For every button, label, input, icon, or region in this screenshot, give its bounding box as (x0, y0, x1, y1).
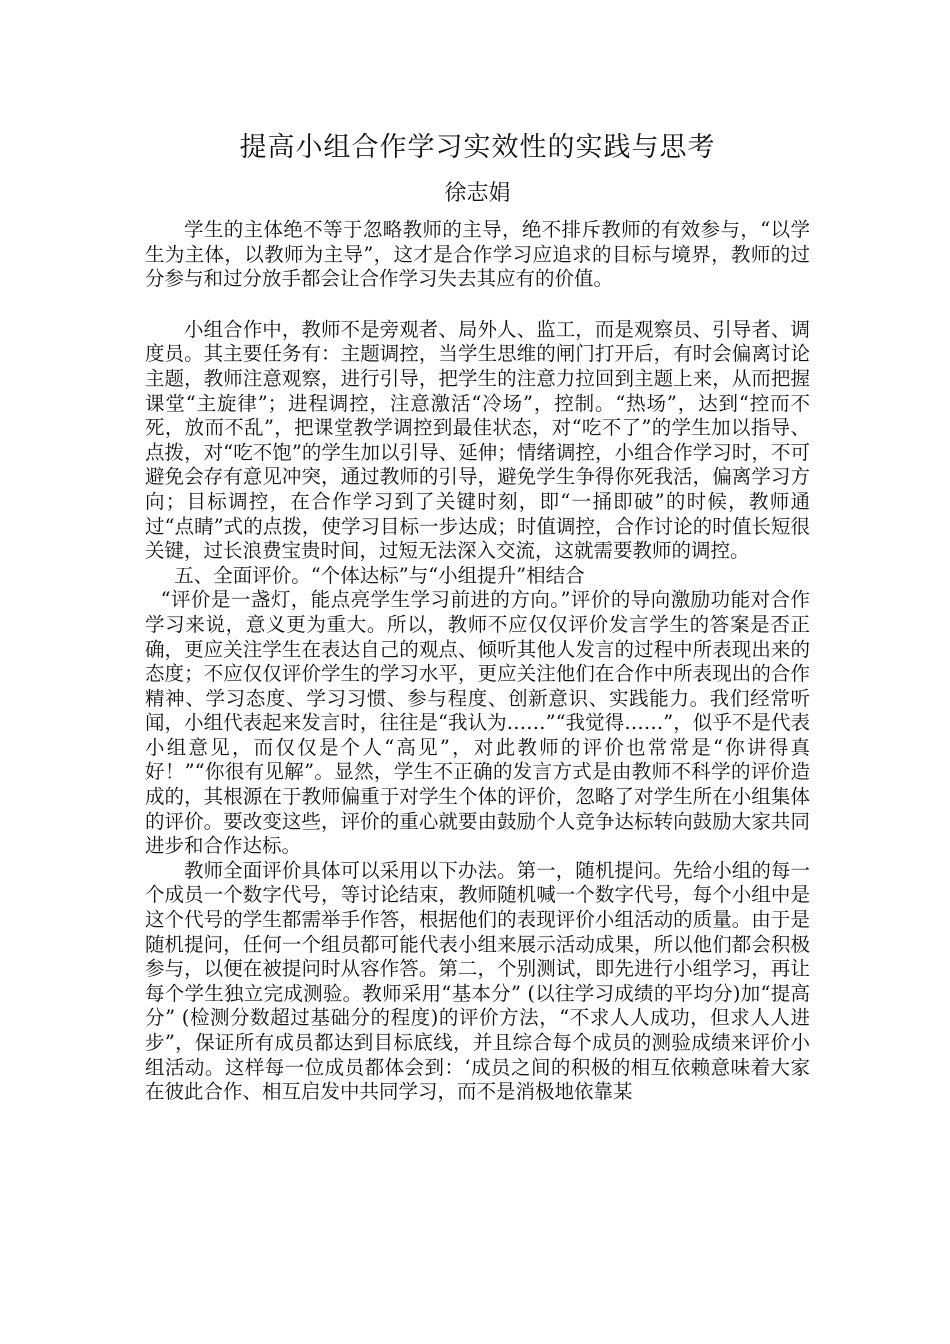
paragraph-intro: 学生的主体绝不等于忽略教师的主导，绝不排斥教师的有效参与，“以学生为主体，以教师为主导”，这才是合作学习应追求的目标与境界，教师的过分参与和过分放手都会让合作学习失去其应有的价值。 (145, 218, 810, 291)
section-heading-five: 五、全面评价。“个体达标”与“小组提升”相结合 (174, 563, 585, 587)
document-title: 提高小组合作学习实效性的实践与思考 (239, 132, 716, 163)
paragraph-evaluation-methods: 教师全面评价具体可以采用以下办法。第一，随机提问。先给小组的每一个成员一个数字代号，等讨论结束，教师随机喊一个数字代号，每个小组中是这个代号的学生都需举手作答，根据他们的表现评价小组活动的质量。由于是随机提问，任何一个组员都可能代表小组来展示活动成果，所以他们都会积极参与，以便在被提问时从容作答。第二，个别测试，即先进行小组学习，再让每个学生独立完成测验。教师采用“基本分” (以往学习成绩的平均分)加“提高分” (检测分数超过基础分的程度)的评价方法，“不求人人成功，但求人人进步”，保证所有成员都达到目标底线，并且综合每个成员的测验成绩来评价小组活动。这样每一位成员都体会到：‘成员之间的积极的相互依赖意味着大家在彼此合作、相互启发中共同学习，而不是消极地依靠某 (145, 858, 810, 1104)
paragraph-teacher-role: 小组合作中，教师不是旁观者、局外人、监工，而是观察员、引导者、调度员。其主要任务有：主题调控，当学生思维的闸门打开后，有时会偏离讨论主题，教师注意观察，进行引导，把学生的注意力拉回到主题上来，从而把握课堂“主旋律”；进程调控，注意激活“冷场”，控制。“热场”，达到“控而不死，放而不乱”，把课堂教学调控到最佳状态，对“吃不了”的学生加以指导、点拨，对“吃不饱”的学生加以引导、延伸；情绪调控，小组合作学习时，不可避免会存有意见冲突，通过教师的引导，避免学生争得你死我活，偏离学习方向；目标调控，在合作学习到了关键时刻，即“一捅即破”的时候，教师通过“点睛”式的点拨，使学习目标一步达成；时值调控，合作讨论的时值长短很关键，过长浪费宝贵时间，过短无法深入交流，这就需要教师的调控。 (145, 317, 810, 563)
paragraph-evaluation: “评价是一盏灯，能点亮学生学习前进的方向。”评价的导向激励功能对合作学习来说，意义更为重大。所以，教师不应仅仅评价发言学生的答案是否正确，更应关注学生在表达自己的观点、倾听其他人发言的过程中所表现出来的态度；不应仅仅评价学生的学习水平，更应关注他们在合作中所表现出的合作精神、学习态度、学习习惯、参与程度、创新意识、实践能力。我们经常听闻，小组代表起来发言时，往往是“我认为……”“我觉得……”，似乎不是代表小组意见，而仅仅是个人“高见”，对此教师的评价也常常是“你讲得真好！”“你很有见解”。显然，学生不正确的发言方式是由教师不科学的评价造成的，其根源在于教师偏重于对学生个体的评价，忽略了对学生所在小组集体的评价。要改变这些，评价的重心就要由鼓励个人竞争达标转向鼓励大家共同进步和合作达标。 (145, 588, 810, 858)
document-author: 徐志娟 (444, 181, 511, 206)
document-page (145, 128, 810, 1105)
